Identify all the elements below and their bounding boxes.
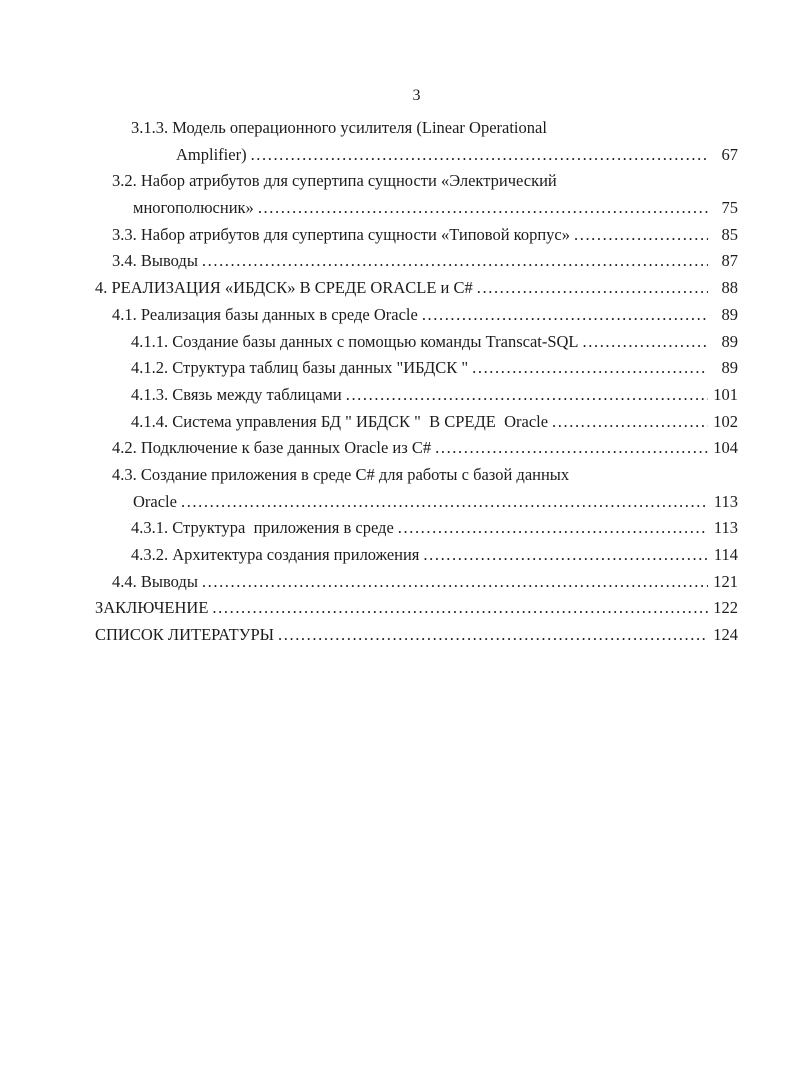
toc-page-number: 101 (713, 384, 738, 404)
toc-row (95, 168, 738, 195)
toc-page-number: 89 (721, 331, 738, 351)
toc-entry-text: многополюсник» (133, 198, 254, 218)
toc-row (95, 462, 738, 489)
toc-row (95, 195, 738, 222)
toc-row (95, 142, 738, 169)
toc-row (95, 409, 738, 436)
dot-leader (251, 142, 708, 169)
toc-page-number: 89 (721, 304, 738, 324)
toc-entry-text: Amplifier) (176, 144, 247, 164)
toc-page-number: 122 (713, 598, 738, 618)
toc-page-number: 88 (721, 278, 738, 298)
dot-leader (278, 622, 708, 649)
dot-leader (477, 275, 708, 302)
toc-row (95, 489, 738, 516)
toc-row (95, 275, 738, 302)
toc-entry-text: ЗАКЛЮЧЕНИЕ (95, 598, 209, 618)
dot-leader (212, 595, 708, 622)
dot-leader (552, 409, 708, 436)
toc-row (95, 435, 738, 462)
toc-entry-text: 3.2. Набор атрибутов для супертипа сущности «Электрический (112, 171, 557, 191)
toc-page-number: 67 (721, 144, 738, 164)
toc-page-number: 75 (721, 198, 738, 218)
dot-leader (258, 195, 708, 222)
toc-page-number: 87 (721, 251, 738, 271)
toc-entry-text: 3.4. Выводы (112, 251, 198, 271)
toc-entry-text: 4.4. Выводы (112, 571, 198, 591)
dot-leader (423, 542, 708, 569)
toc-row (95, 569, 738, 596)
toc-page-number: 89 (721, 358, 738, 378)
toc-page-number: 114 (713, 545, 738, 564)
toc-entry-text: 3.3. Набор атрибутов для супертипа сущности «Типовой корпус» (112, 224, 570, 244)
toc-entry-text: 4.3.2. Архитектура создания приложения (131, 545, 420, 564)
toc-row (95, 115, 738, 142)
toc-row (95, 302, 738, 329)
dot-leader (346, 382, 708, 409)
toc-entry-text: 4.3.1. Структура приложения в среде (131, 518, 394, 538)
toc-entry-text: 4. РЕАЛИЗАЦИЯ «ИБДСК» В СРЕДЕ ORACLE и C# (95, 278, 473, 298)
dot-leader (202, 248, 708, 275)
toc-entry-text: 4.1.2. Структура таблиц базы данных "ИБДСК " (131, 358, 469, 378)
toc-entry-text: СПИСОК ЛИТЕРАТУРЫ (95, 625, 275, 645)
table-of-contents (95, 115, 738, 649)
toc-page-number: 124 (713, 625, 738, 645)
toc-entry-text: 4.2. Подключение к базе данных Oracle из C# (112, 438, 432, 458)
toc-page-number: 113 (713, 491, 738, 511)
toc-row (95, 622, 738, 649)
toc-row (95, 329, 738, 356)
dot-leader (422, 302, 708, 329)
dot-leader (398, 515, 708, 542)
toc-entry-text: 4.1.4. Система управления БД " ИБДСК " В СРЕДЕ Oracle (131, 411, 549, 431)
toc-row (95, 355, 738, 382)
dot-leader (181, 489, 708, 516)
toc-page-number: 121 (713, 571, 738, 591)
toc-page-number: 85 (721, 224, 738, 244)
toc-entry-text: 4.1.3. Связь между таблицами (131, 384, 342, 404)
toc-page-number: 104 (713, 438, 738, 458)
toc-page-number: 102 (713, 411, 738, 431)
toc-row (95, 595, 738, 622)
page-number-header: 3 (412, 87, 421, 104)
toc-entry-text: 4.1.1. Создание базы данных с помощью команды Transcat-SQL (131, 331, 579, 351)
toc-row (95, 382, 738, 409)
dot-leader (472, 355, 708, 382)
dot-leader (435, 435, 708, 462)
toc-entry-text: 3.1.3. Модель операционного усилителя (Linear Operational (131, 118, 547, 137)
dot-leader (583, 329, 708, 356)
toc-row (95, 542, 738, 569)
toc-row (95, 222, 738, 249)
toc-row (95, 248, 738, 275)
dot-leader (574, 222, 708, 249)
toc-row (95, 515, 738, 542)
toc-entry-text: 4.3. Создание приложения в среде C# для работы с базой данных (112, 464, 570, 484)
toc-page-number: 113 (713, 518, 738, 538)
toc-entry-text: 4.1. Реализация базы данных в среде Oracle (112, 304, 418, 324)
dot-leader (202, 569, 708, 596)
toc-entry-text: Oracle (133, 491, 177, 511)
